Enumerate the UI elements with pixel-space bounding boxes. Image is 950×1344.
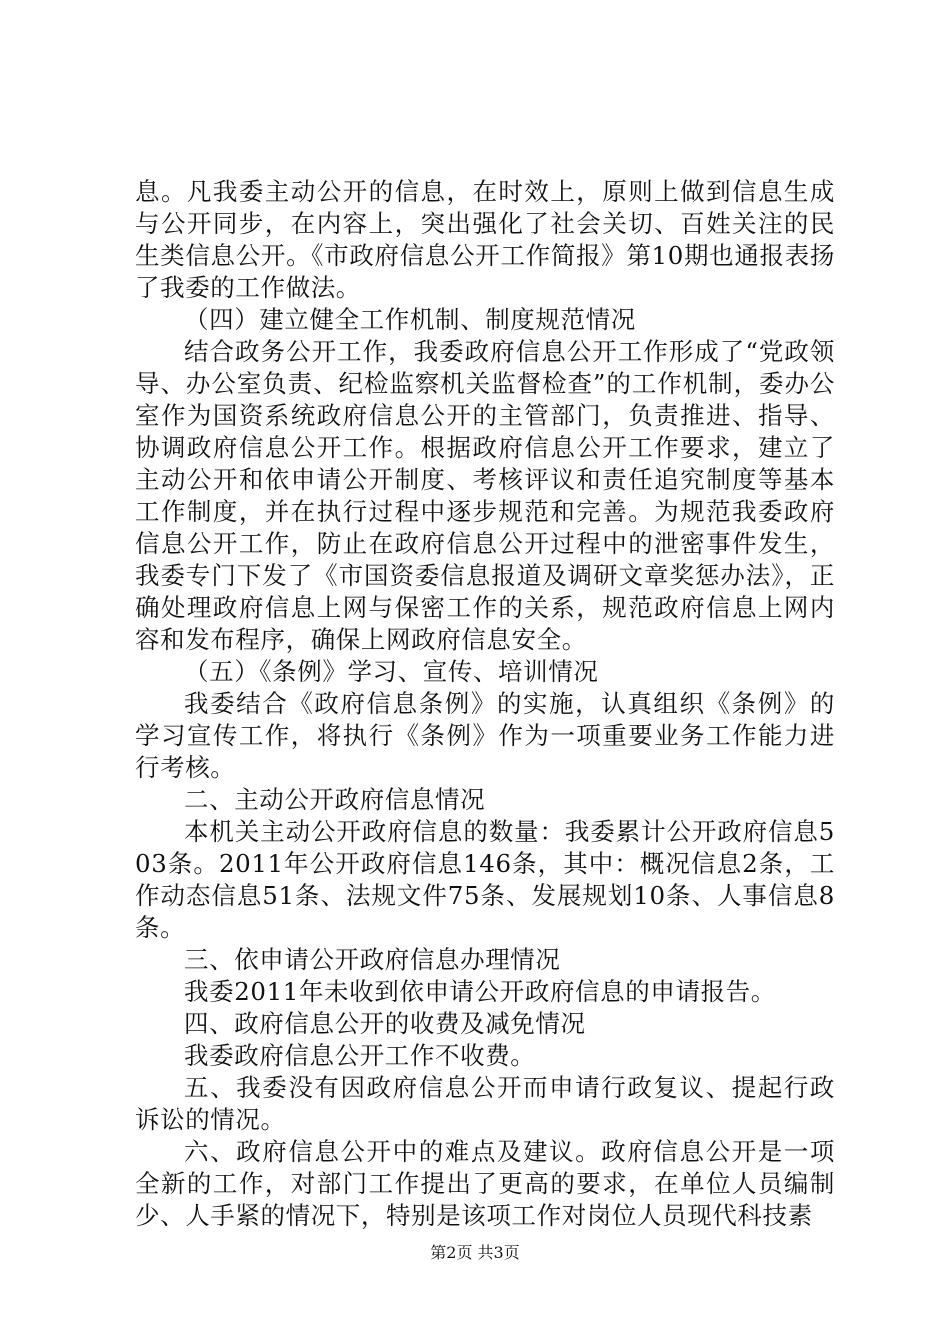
paragraph-4: 本机关主动公开政府信息的数量：我委累计公开政府信息503条。2011年公开政府信息146条，其中：概况信息2条，工作动态信息51条、法规文件75条、发展规划10条、人事信息8条。 (135, 817, 835, 942)
paragraph-7: 五、我委没有因政府信息公开而申请行政复议、提起行政诉讼的情况。 (135, 1073, 835, 1134)
paragraph-3: 我委结合《政府信息条例》的实施，认真组织《条例》的学习宣传工作，将执行《条例》作为一项重要业务工作能力进行考核。 (135, 689, 835, 782)
paragraph-6: 我委政府信息公开工作不收费。 (184, 1041, 536, 1070)
paragraph-2: 结合政务公开工作，我委政府信息公开工作形成了“党政领导、办公室负责、纪检监察机关监督检查”的工作机制，委办公室作为国资系统政府信息公开的主管部门，负责推进、指导、协调政府信息公开工作。根据政府信息公开工作要求，建立了主动公开和依申请公开制度、考核评议和责任追究制度等基本工作制度，并在执行过程中逐步规范和完善。为规范我委政府信息公开工作，防止在政府信息公开过程中的泄密事件发生，我委专门下发了《市国资委信息报道及调研文章奖惩办法》，正确处理政府信息上网与保密工作的关系，规范政府信息上网内容和发布程序，确保上网政府信息安全。 (135, 337, 835, 654)
paragraph-8: 六、政府信息公开中的难点及建议。政府信息公开是一项全新的工作，对部门工作提出了更高的要求，在单位人员编制少、人手紧的情况下，特别是该项工作对岗位人员现代科技素 (135, 1137, 835, 1230)
paragraph-5: 我委2011年未收到依申请公开政府信息的申请报告。 (184, 977, 776, 1006)
paragraph-1: 息。凡我委主动公开的信息，在时效上，原则上做到信息生成与公开同步，在内容上，突出强化了社会关切、百姓关注的民生类信息公开。《市政府信息公开工作简报》第10期也通报表扬了我委的工作做法。 (135, 177, 835, 302)
section-heading-4b: 四、政府信息公开的收费及减免情况 (184, 1009, 586, 1038)
page-footer (0, 1243, 950, 1263)
section-heading-4: （四）建立健全工作机制、制度规范情况 (184, 305, 636, 334)
section-heading-2: 二、主动公开政府信息情况 (184, 785, 486, 814)
document-body (135, 176, 835, 1232)
page-number-label: 第2页 共3页 (430, 1243, 520, 1262)
section-heading-3: 三、依申请公开政府信息办理情况 (184, 945, 561, 974)
section-heading-5: （五）《条例》学习、宣传、培训情况 (184, 657, 599, 686)
